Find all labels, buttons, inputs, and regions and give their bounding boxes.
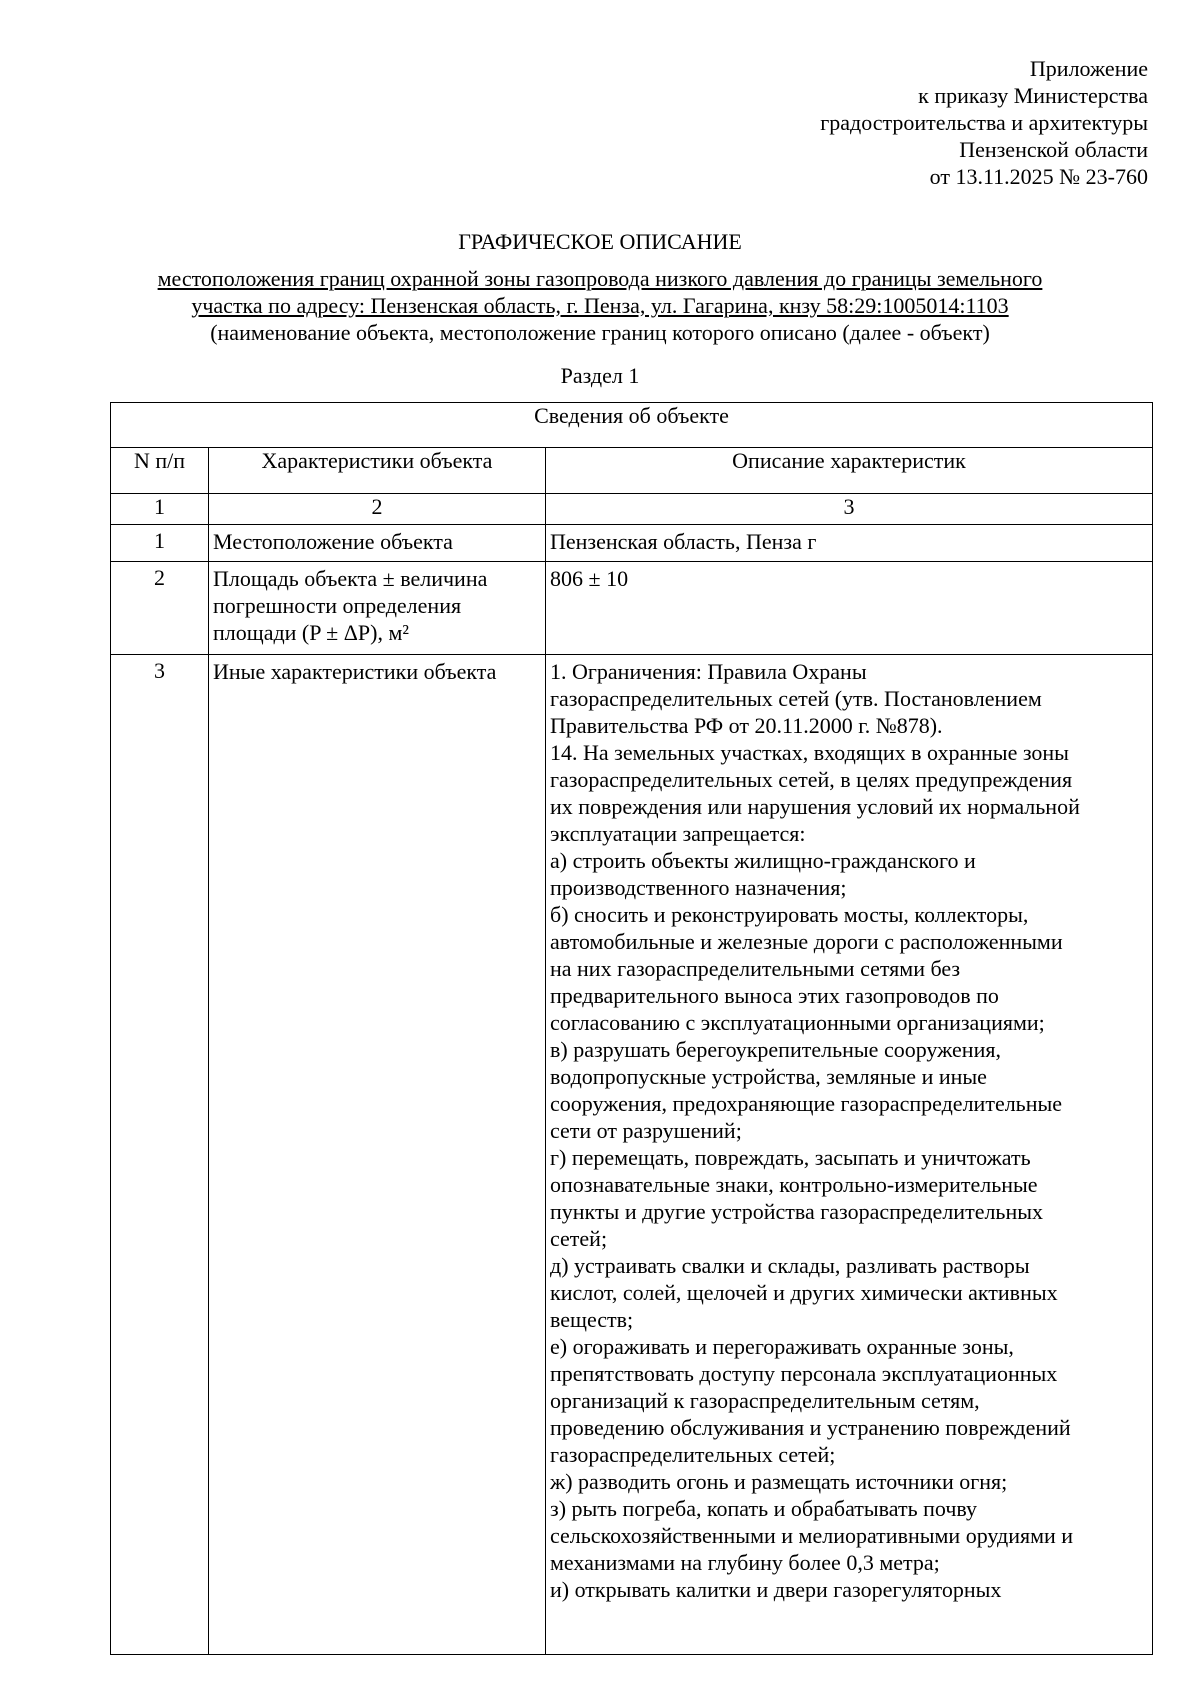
- object-name-caption: (наименование объекта, местоположение границ которого описано (далее - объект): [210, 320, 990, 345]
- header-number: N п/п: [111, 448, 209, 494]
- text-line: веществ;: [550, 1307, 634, 1332]
- text-line: площади (P ± ΔP), м²: [213, 620, 409, 645]
- text-line: г) перемещать, повреждать, засыпать и уничтожать: [550, 1145, 1031, 1170]
- row-description: [546, 525, 1153, 562]
- text-line: эксплуатации запрещается:: [550, 821, 806, 846]
- text-line: е) огораживать и перегораживать охранные зоны,: [550, 1334, 1014, 1359]
- appendix-line: Приложение: [1029, 56, 1148, 81]
- text-line: погрешности определения: [213, 593, 462, 618]
- row-characteristic: [209, 655, 546, 1655]
- text-line: газораспределительных сетей (утв. Постановлением: [550, 686, 1042, 711]
- table-row: [111, 525, 1153, 562]
- header-description: Описание характеристик: [546, 448, 1153, 494]
- table-caption: Сведения об объекте: [111, 403, 1153, 448]
- text-line: сельскохозяйственными и мелиоративными орудиями и: [550, 1523, 1074, 1548]
- appendix-line: к приказу Министерства: [918, 83, 1148, 108]
- text-line: Местоположение объекта: [213, 529, 453, 554]
- text-line: их повреждения или нарушения условий их нормальной: [550, 794, 1080, 819]
- text-line: организаций к газораспределительным сетям,: [550, 1388, 980, 1413]
- object-name-line: участка по адресу: Пензенская область, г. Пенза, ул. Гагарина, кнзу 58:29:1005014:1103: [191, 293, 1009, 318]
- document-subtitle: [0, 265, 1200, 346]
- text-line: в) разрушать берегоукрепительные сооружения,: [550, 1037, 1001, 1062]
- row-number: 3: [111, 655, 209, 1655]
- text-line: Иные характеристики объекта: [213, 659, 497, 684]
- text-line: автомобильные и железные дороги с расположенными: [550, 929, 1063, 954]
- text-line: з) рыть погреба, копать и обрабатывать почву: [550, 1496, 978, 1521]
- text-line: д) устраивать свалки и склады, разливать растворы: [550, 1253, 1030, 1278]
- row-characteristic: [209, 562, 546, 655]
- text-line: сооружения, предохраняющие газораспределительные: [550, 1091, 1063, 1116]
- text-line: 806 ± 10: [550, 566, 629, 591]
- text-line: и) открывать калитки и двери газорегуляторных: [550, 1577, 1002, 1602]
- text-line: на них газораспределительными сетями без: [550, 956, 961, 981]
- document-title: ГРАФИЧЕСКОЕ ОПИСАНИЕ: [458, 229, 742, 254]
- text-line: производственного назначения;: [550, 875, 847, 900]
- text-line: проведению обслуживания и устранению повреждений: [550, 1415, 1071, 1440]
- text-line: согласованию с эксплуатационными организациями;: [550, 1010, 1045, 1035]
- text-line: газораспределительных сетей, в целях предупреждения: [550, 767, 1073, 792]
- text-line: сети от разрушений;: [550, 1118, 742, 1143]
- text-line: газораспределительных сетей;: [550, 1442, 836, 1467]
- table-row: [111, 562, 1153, 655]
- row-number: 1: [111, 525, 209, 562]
- appendix-line: от 13.11.2025 № 23-760: [929, 164, 1148, 189]
- text-line: опознавательные знаки, контрольно-измерительные: [550, 1172, 1038, 1197]
- column-number: 3: [546, 494, 1153, 525]
- text-line: б) сносить и реконструировать мосты, коллекторы,: [550, 902, 1029, 927]
- object-name-line: местоположения границ охранной зоны газопровода низкого давления до границы земельного: [157, 266, 1043, 291]
- column-number: 2: [209, 494, 546, 525]
- column-number: 1: [111, 494, 209, 525]
- text-line: кислот, солей, щелочей и других химически активных: [550, 1280, 1058, 1305]
- object-info-table: [110, 402, 1153, 1655]
- appendix-block: [820, 55, 1148, 190]
- text-line: ж) разводить огонь и размещать источники огня;: [550, 1469, 1008, 1494]
- text-line: 1. Ограничения: Правила Охраны: [550, 659, 867, 684]
- row-characteristic: [209, 525, 546, 562]
- text-line: сетей;: [550, 1226, 608, 1251]
- text-line: механизмами на глубину более 0,3 метра;: [550, 1550, 940, 1575]
- text-line: предварительного выноса этих газопроводов по: [550, 983, 999, 1008]
- text-line: водопропускные устройства, земляные и иные: [550, 1064, 987, 1089]
- text-line: Пензенская область, Пенза г: [550, 529, 817, 554]
- text-line: Правительства РФ от 20.11.2000 г. №878).: [550, 713, 943, 738]
- section-label: Раздел 1: [560, 363, 640, 388]
- row-description: [546, 562, 1153, 655]
- text-line: а) строить объекты жилищно-гражданского и: [550, 848, 976, 873]
- text-line: 14. На земельных участках, входящих в охранные зоны: [550, 740, 1069, 765]
- text-line: пункты и другие устройства газораспределительных: [550, 1199, 1044, 1224]
- appendix-line: Пензенской области: [959, 137, 1148, 162]
- text-line: Площадь объекта ± величина: [213, 566, 488, 591]
- table-row: [111, 655, 1153, 1655]
- header-characteristics: Характеристики объекта: [209, 448, 546, 494]
- appendix-line: градостроительства и архитектуры: [820, 110, 1148, 135]
- row-number: 2: [111, 562, 209, 655]
- text-line: препятствовать доступу персонала эксплуатационных: [550, 1361, 1058, 1386]
- row-description: [546, 655, 1153, 1655]
